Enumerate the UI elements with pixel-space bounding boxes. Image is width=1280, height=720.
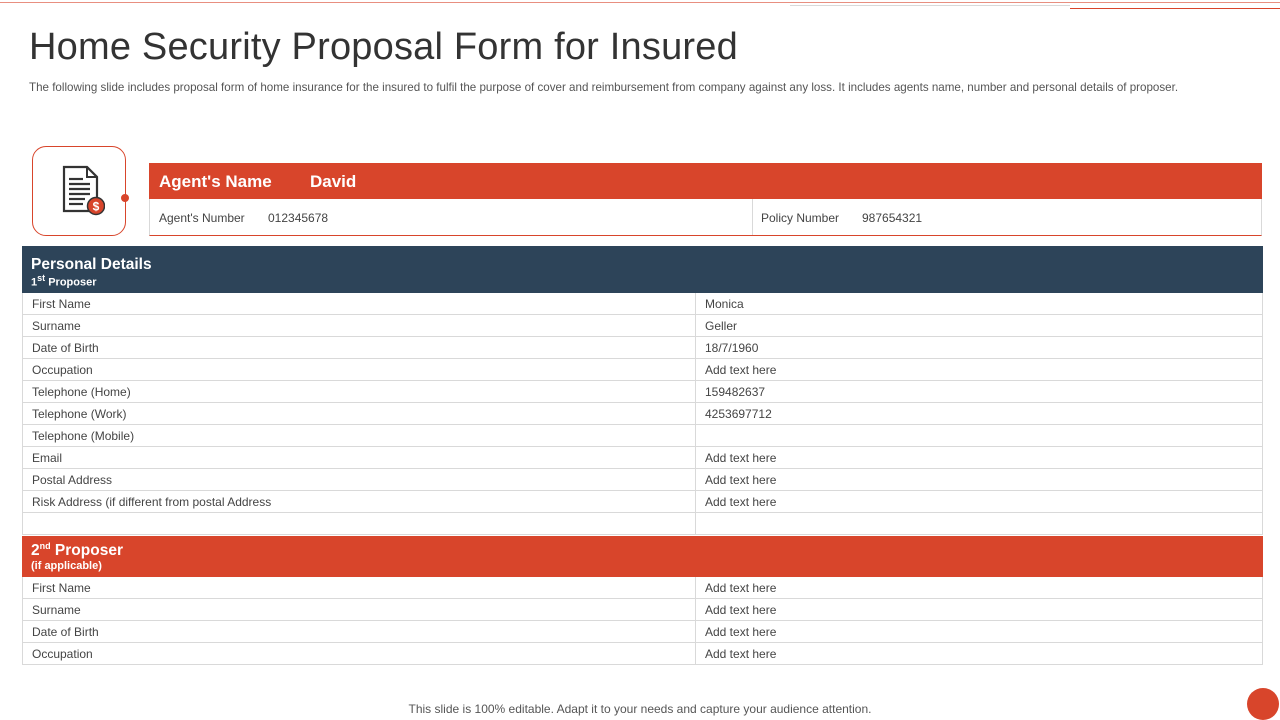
- slide-footer: This slide is 100% editable. Adapt it to your needs and capture your audience attention.: [408, 702, 872, 716]
- table-row: [23, 425, 1262, 447]
- column-divider: [695, 403, 696, 425]
- table-row: [23, 599, 1262, 621]
- column-divider: [752, 199, 753, 235]
- table-row: [23, 577, 1262, 599]
- top-accent-line: [0, 2, 1280, 3]
- row-label: First Name: [32, 297, 91, 311]
- row-label: Date of Birth: [32, 625, 99, 639]
- table-row: [23, 403, 1262, 425]
- column-divider: [695, 337, 696, 359]
- agent-name-bar: [149, 163, 1262, 199]
- table-row: [23, 359, 1262, 381]
- table-row: [23, 469, 1262, 491]
- table-row: [23, 513, 1262, 535]
- table-row: [23, 447, 1262, 469]
- table-row: [23, 491, 1262, 513]
- column-divider: [695, 621, 696, 643]
- personal-details-heading: Personal Details: [31, 256, 152, 273]
- row-value[interactable]: Add text here: [705, 495, 777, 509]
- column-divider: [695, 447, 696, 469]
- personal-details-header: [22, 246, 1263, 293]
- table-row: [23, 381, 1262, 403]
- personal-details-table: [22, 293, 1263, 535]
- table-row: [23, 315, 1262, 337]
- row-value[interactable]: Add text here: [705, 603, 777, 617]
- row-label: Telephone (Work): [32, 407, 127, 421]
- row-value[interactable]: 159482637: [705, 385, 766, 399]
- agent-name-label: Agent's Name: [159, 172, 272, 191]
- row-value[interactable]: Geller: [705, 319, 738, 333]
- slide-subtitle: The following slide includes proposal form of home insurance for the insured to fulfil the purpose of cover and reimbursement from company against any loss. It includes agents name, number and personal details of proposer.: [29, 81, 1179, 94]
- table-row: [23, 337, 1262, 359]
- column-divider: [695, 643, 696, 665]
- row-label: Telephone (Mobile): [32, 429, 135, 443]
- row-label: Surname: [32, 603, 81, 617]
- column-divider: [695, 293, 696, 315]
- row-value[interactable]: Add text here: [705, 647, 777, 661]
- row-label: Postal Address: [32, 473, 113, 487]
- column-divider: [695, 599, 696, 621]
- second-proposer-subheading: (if applicable): [31, 560, 102, 572]
- column-divider: [695, 425, 696, 447]
- row-label: Email: [32, 451, 63, 465]
- row-value[interactable]: 4253697712: [705, 407, 772, 421]
- table-row: [23, 621, 1262, 643]
- second-proposer-header: [22, 536, 1263, 577]
- row-value[interactable]: Add text here: [705, 451, 777, 465]
- first-proposer-subheading: 1st Proposer: [31, 273, 97, 289]
- second-proposer-table: [22, 577, 1263, 665]
- row-value[interactable]: Add text here: [705, 581, 777, 595]
- agent-name-value[interactable]: David: [310, 172, 357, 191]
- row-value[interactable]: Add text here: [705, 473, 777, 487]
- policy-number-label: Policy Number: [761, 211, 840, 225]
- top-red-line: [1070, 8, 1280, 9]
- column-divider: [695, 491, 696, 513]
- table-row: [23, 293, 1262, 315]
- row-value[interactable]: Monica: [705, 297, 744, 311]
- svg-text:$: $: [92, 199, 100, 214]
- table-row: [23, 643, 1262, 665]
- row-value[interactable]: 18/7/1960: [705, 341, 759, 355]
- second-proposer-heading: 2nd Proposer: [31, 541, 123, 560]
- column-divider: [695, 381, 696, 403]
- row-label: Telephone (Home): [32, 385, 131, 399]
- policy-number-value[interactable]: 987654321: [862, 211, 923, 225]
- agent-number-value[interactable]: 012345678: [268, 211, 329, 225]
- slide-title: Home Security Proposal Form for Insured: [29, 26, 738, 68]
- corner-dot: [1247, 688, 1279, 720]
- connector-dot: [121, 194, 129, 202]
- row-label: First Name: [32, 581, 91, 595]
- column-divider: [695, 315, 696, 337]
- row-value[interactable]: Add text here: [705, 363, 777, 377]
- row-label: Surname: [32, 319, 81, 333]
- row-label: Occupation: [32, 647, 93, 661]
- form-icon-box: [32, 146, 126, 236]
- row-label: Risk Address (if different from postal Address: [32, 495, 272, 509]
- column-divider: [695, 513, 696, 535]
- top-gray-line: [790, 5, 1070, 6]
- column-divider: [695, 577, 696, 599]
- document-dollar-icon: [59, 165, 105, 217]
- row-label: Date of Birth: [32, 341, 99, 355]
- column-divider: [695, 469, 696, 491]
- row-label: Occupation: [32, 363, 93, 377]
- agent-number-label: Agent's Number: [159, 211, 245, 225]
- column-divider: [695, 359, 696, 381]
- agent-details-row: [149, 199, 1262, 236]
- row-value[interactable]: Add text here: [705, 625, 777, 639]
